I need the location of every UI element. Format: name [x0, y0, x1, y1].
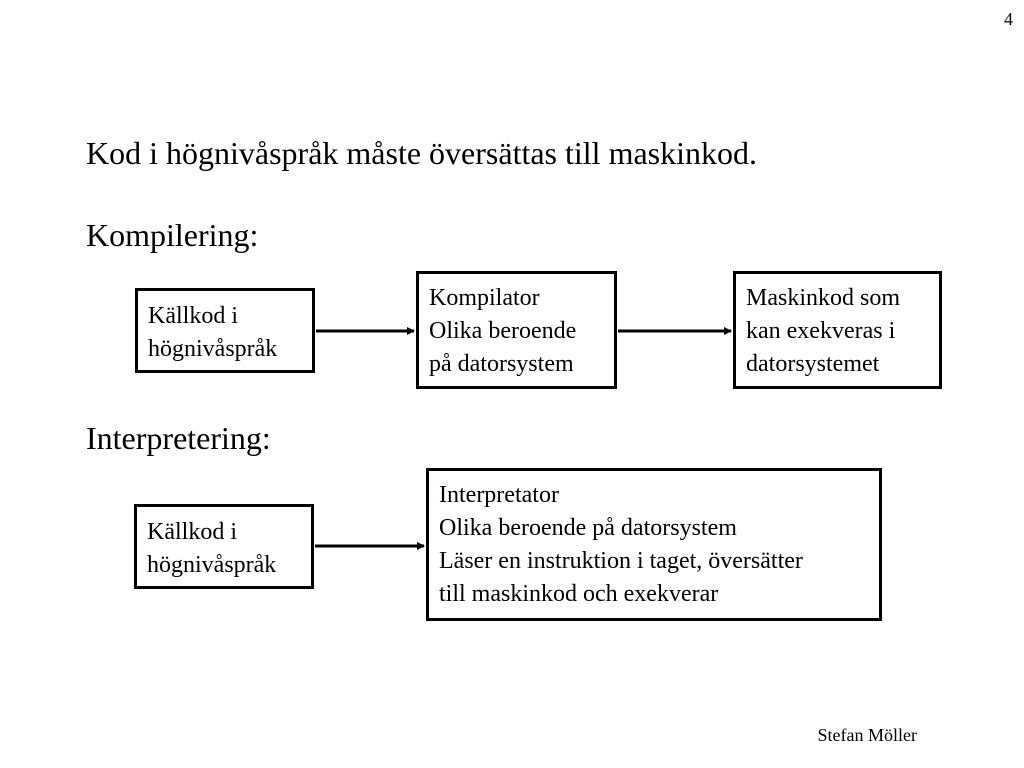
interpreter-line-4: till maskinkod och exekverar: [439, 581, 719, 607]
compiler-box: [416, 271, 617, 389]
compilation-heading: Kompilering:: [86, 217, 259, 253]
interpreter-line-1: Interpretator: [439, 482, 559, 508]
interpreter-box: [426, 468, 882, 621]
interpretation-source-line-1: Källkod i: [147, 519, 237, 545]
machine-code-box: [733, 271, 942, 389]
machine-code-line-3: datorsystemet: [746, 351, 880, 377]
compilation-source-line-2: högnivåspråk: [148, 336, 278, 362]
interpreter-line-2: Olika beroende på datorsystem: [439, 515, 737, 541]
interpretation-heading: Interpretering:: [86, 420, 271, 456]
compilation-source-line-1: Källkod i: [148, 303, 238, 329]
intro-statement: Kod i högnivåspråk måste översättas till maskinkod.: [86, 135, 757, 171]
compiler-line-3: på datorsystem: [429, 351, 574, 377]
machine-code-line-2: kan exekveras i: [746, 318, 896, 344]
interpretation-source-line-2: högnivåspråk: [147, 552, 277, 578]
compilation-source-box: [135, 288, 315, 373]
machine-code-line-1: Maskinkod som: [746, 285, 901, 311]
interpretation-source-box: [134, 504, 314, 589]
page-number: 4: [1004, 9, 1013, 29]
compiler-line-1: Kompilator: [429, 285, 540, 311]
author-footer: Stefan Möller: [817, 725, 917, 745]
interpreter-line-3: Läser en instruktion i taget, översätter: [439, 548, 803, 574]
compiler-line-2: Olika beroende: [429, 318, 577, 344]
